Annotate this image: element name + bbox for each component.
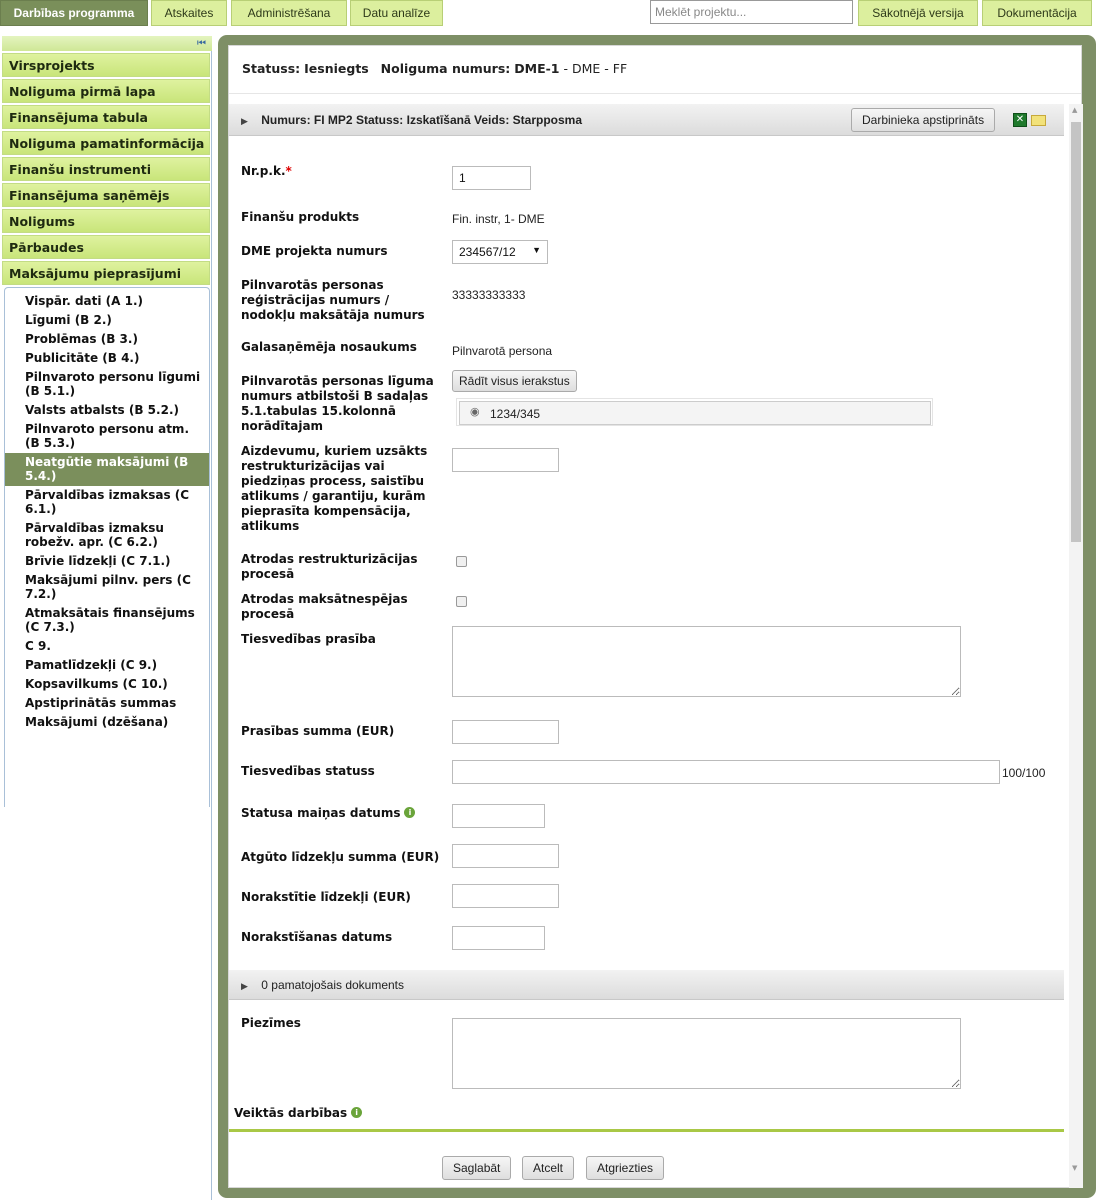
sidebar-subitem[interactable]: Pilnvaroto personu līgumi (B 5.1.) <box>25 370 201 398</box>
info-icon[interactable]: i <box>351 1107 362 1118</box>
radio-selected-icon: ◉ <box>470 405 480 418</box>
write-off-date-label: Norakstīšanas datums <box>241 930 393 944</box>
vertical-scrollbar[interactable] <box>1069 104 1083 1188</box>
sidebar-subitem[interactable]: Maksājumi pilnv. pers (C 7.2.) <box>25 573 191 601</box>
written-off-input[interactable] <box>452 884 559 908</box>
sidebar-subitem[interactable]: Problēmas (B 3.) <box>25 332 138 346</box>
contract-options <box>456 398 933 426</box>
recovered-input[interactable] <box>452 844 559 868</box>
notes-label: Piezīmes <box>241 1016 301 1030</box>
documents-section-label: 0 pamatojošais dokuments <box>261 978 405 992</box>
scroll-down-icon[interactable]: ▼ <box>1072 1164 1078 1172</box>
sidebar-subitem[interactable]: Pārvaldības izmaksu robežv. apr. (C 6.2.) <box>25 521 164 549</box>
tab-atskaites[interactable]: Atskaites <box>151 0 227 26</box>
payment-request-summary: Numurs: FI MP2 Statuss: Izskatīšanā Veids: Starpposma <box>261 113 583 127</box>
contract-label: Pilnvarotās personas līguma numurs atbilstoši B sadaļas 5.1.tabulas 15.kolonnā norādītajam <box>241 374 434 433</box>
recipient-value: Pilnvarotā persona <box>452 344 553 358</box>
contract-option-label: 1234/345 <box>490 407 541 421</box>
litigation-status-label: Tiesvedības statuss <box>241 764 375 778</box>
status-label: Statuss: <box>242 61 301 76</box>
project-label: DME projekta numurs <box>241 244 388 258</box>
show-all-records-button[interactable]: Rādīt visus ierakstus <box>452 370 577 392</box>
tab-datu-analize[interactable]: Datu analīze <box>350 0 443 26</box>
registration-label: Pilnvarotās personas reģistrācijas numurs / nodokļu maksātāja numurs <box>241 278 425 322</box>
sidebar-subitem[interactable]: Pamatlīdzekļi (C 9.) <box>25 658 158 672</box>
form-scroll-area[interactable] <box>229 104 1081 1188</box>
sidebar-item-noliguma-pirma-lapa[interactable]: Noliguma pirmā lapa <box>2 79 210 103</box>
sidebar-subitem[interactable]: Līgumi (B 2.) <box>25 313 112 327</box>
insolvency-label: Atrodas maksātnespējas procesā <box>241 592 408 621</box>
notes-textarea[interactable] <box>452 1018 961 1089</box>
tab-administresana[interactable]: Administrēšana <box>231 0 347 26</box>
back-button[interactable]: Atgriezties <box>586 1156 664 1180</box>
expand-arrow-icon: ▶ <box>241 981 248 991</box>
main-frame <box>218 35 1096 1198</box>
documents-section-header[interactable] <box>229 970 1064 1000</box>
insolvency-checkbox[interactable] <box>456 596 467 607</box>
scroll-up-icon[interactable]: ▲ <box>1072 106 1078 114</box>
sidebar-item-noligums[interactable]: Noligums <box>2 209 210 233</box>
status-date-input[interactable] <box>452 804 545 828</box>
expand-arrow-icon: ▶ <box>241 116 248 126</box>
sidebar-subitem[interactable]: C 9. <box>25 639 51 653</box>
claim-amount-label: Prasības summa (EUR) <box>241 724 395 738</box>
sidebar-item-maksajumu-pieprasijumi[interactable]: Maksājumu pieprasījumi <box>2 261 210 285</box>
cancel-button[interactable]: Atcelt <box>522 1156 574 1180</box>
dropdown-arrow-icon: ▼ <box>532 245 541 255</box>
sidebar-subitem[interactable]: Publicitāte (B 4.) <box>25 351 140 365</box>
project-search-input[interactable] <box>650 0 853 24</box>
info-icon[interactable]: i <box>404 807 415 818</box>
restructuring-label: Atrodas restrukturizācijas procesā <box>241 552 418 581</box>
sidebar-item-virsprojekts[interactable]: Virsprojekts <box>2 53 210 77</box>
sidebar-subitem[interactable]: Vispār. dati (A 1.) <box>25 294 144 308</box>
nr-label: Nr.p.k.* <box>241 164 292 178</box>
status-value: Iesniegts <box>304 61 369 76</box>
sidebar-item-finansejuma-sanemejs[interactable]: Finansējuma saņēmējs <box>2 183 210 207</box>
product-label: Finanšu produkts <box>241 210 360 224</box>
agreement-suffix: - DME - FF <box>563 61 628 76</box>
sidebar-item-finansu-instrumenti[interactable]: Finanšu instrumenti <box>2 157 210 181</box>
claim-label: Tiesvedības prasība <box>241 632 376 646</box>
sidebar-subitem-selected[interactable]: Neatgūtie maksājumi (B 5.4.) <box>5 453 209 486</box>
scroll-thumb[interactable] <box>1071 122 1081 542</box>
restructuring-checkbox[interactable] <box>456 556 467 567</box>
claim-textarea[interactable] <box>452 626 961 697</box>
sidebar-item-parbaudes[interactable]: Pārbaudes <box>2 235 210 259</box>
sidebar-subitem[interactable]: Atmaksātais finansējums (C 7.3.) <box>25 606 195 634</box>
agreement-value: DME-1 <box>514 61 560 76</box>
sidebar-subitem[interactable]: Kopsavilkums (C 10.) <box>25 677 168 691</box>
loans-label: Aizdevumu, kuriem uzsākts restrukturizācijas vai piedziņas process, saistību atlikums / garantiju, kurām pieprasīta kompensācija, atlikums <box>241 444 428 533</box>
sidebar-subitem[interactable]: Brīvie līdzekļi (C 7.1.) <box>25 554 171 568</box>
excel-export-icon[interactable]: ✕ <box>1013 113 1027 127</box>
write-off-date-input[interactable] <box>452 926 545 950</box>
tab-sakotneja-versija[interactable]: Sākotnējā versija <box>858 0 978 26</box>
recipient-label: Galasaņēmēja nosaukums <box>241 340 417 354</box>
collapse-left-icon: ⏮ <box>197 38 206 49</box>
save-button[interactable]: Saglabāt <box>442 1156 511 1180</box>
status-bar <box>229 46 1081 94</box>
employee-approved-button[interactable]: Darbinieka apstiprināts <box>851 108 995 132</box>
sidebar-submenu <box>4 287 210 807</box>
sidebar-subitem[interactable]: Valsts atbalsts (B 5.2.) <box>25 403 179 417</box>
loans-input[interactable] <box>452 448 559 472</box>
nr-input[interactable] <box>452 166 531 190</box>
email-icon[interactable] <box>1031 115 1046 126</box>
contract-option[interactable] <box>459 401 931 425</box>
sidebar-subitem[interactable]: Maksājumi (dzēšana) <box>25 715 169 729</box>
top-navigation <box>0 0 1096 27</box>
char-counter: 100/100 <box>1002 766 1046 780</box>
actions-label: Veiktās darbības i <box>234 1106 434 1121</box>
status-date-label: Statusa maiņas datums i <box>241 806 441 821</box>
product-value: Fin. instr, 1- DME <box>452 212 545 226</box>
tab-dokumentacija[interactable]: Dokumentācija <box>982 0 1092 26</box>
registration-value: 33333333333 <box>452 288 526 302</box>
claim-amount-input[interactable] <box>452 720 559 744</box>
project-select[interactable]: 234567/12 ▼ <box>452 240 548 264</box>
tab-darbibas-programma[interactable]: Darbības programma <box>0 0 148 26</box>
sidebar <box>0 36 212 1200</box>
litigation-status-input[interactable] <box>452 760 1000 784</box>
main-panel <box>228 45 1082 1188</box>
agreement-label: Noliguma numurs: <box>380 61 511 76</box>
sidebar-subitem[interactable]: Apstiprinātās summas <box>25 696 177 710</box>
sidebar-item-noliguma-pamatinformacija[interactable]: Noliguma pamatinformācija <box>2 131 210 155</box>
actions-divider <box>229 1129 1064 1132</box>
sidebar-subitem[interactable]: Pilnvaroto personu atm. (B 5.3.) <box>25 422 189 450</box>
sidebar-collapse-button[interactable] <box>2 36 212 51</box>
sidebar-subitem[interactable]: Pārvaldības izmaksas (C 6.1.) <box>25 488 190 516</box>
sidebar-item-finansejuma-tabula[interactable]: Finansējuma tabula <box>2 105 210 129</box>
recovered-label: Atgūto līdzekļu summa (EUR) <box>241 850 440 864</box>
written-off-label: Norakstītie līdzekļi (EUR) <box>241 890 411 904</box>
